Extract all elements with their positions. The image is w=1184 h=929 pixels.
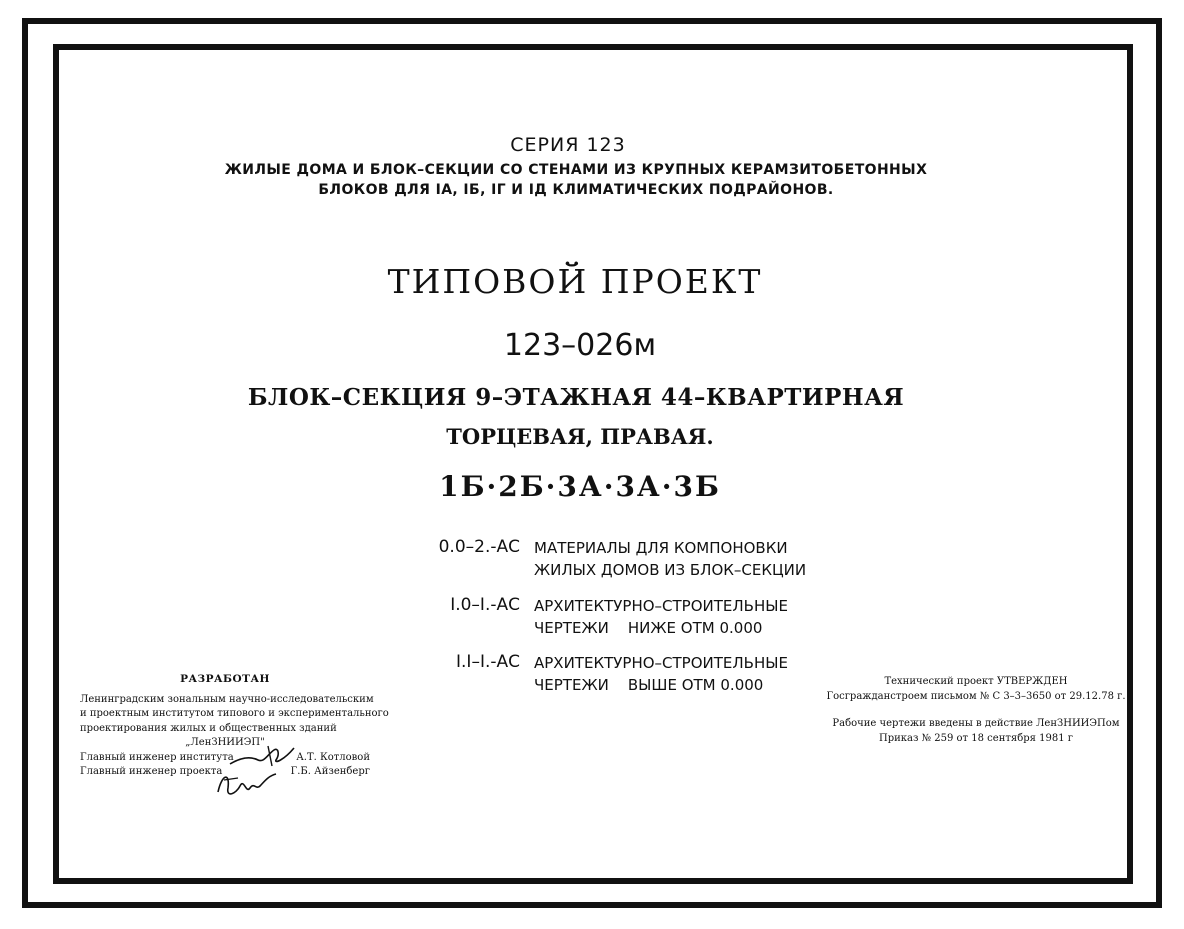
series-description-line1: ЖИЛЫЕ ДОМА И БЛОК–СЕКЦИИ СО СТЕНАМИ ИЗ КРУПНЫХ КЕРАМЗИТОБЕТОННЫХ [224,162,928,178]
approval-line1: Технический проект УТВЕРЖДЕН [884,676,1068,687]
album-description-line1: МАТЕРИАЛЫ ДЛЯ КОМПОНОВКИ [534,539,788,557]
chief-engineer-label: Главный инженер института [80,751,234,763]
section-title: БЛОК–СЕКЦИЯ 9–ЭТАЖНАЯ 44–КВАРТИРНАЯ [247,384,905,411]
developer-line2: и проектным институтом типового и экспериментального [80,708,389,719]
album-description [534,595,788,639]
album-description-line2: ЧЕРТЕЖИ ВЫШЕ ОТМ 0.000 [534,676,764,694]
series-title: СЕРИЯ 123 [510,134,626,156]
document-type-title: ТИПОВОЙ ПРОЕКТ [387,262,763,301]
album-description [534,652,788,696]
chief-engineer-name: А.Т. Котловой [296,751,370,763]
album-description-line2: ЧЕРТЕЖИ НИЖЕ ОТМ 0.000 [534,619,763,637]
developer-org: „ЛенЗНИИЭП" [185,737,265,748]
album-description-line1: АРХИТЕКТУРНО–СТРОИТЕЛЬНЫЕ [534,654,788,672]
album-description-line2: ЖИЛЫХ ДОМОВ ИЗ БЛОК–СЕКЦИИ [534,561,807,579]
developer-heading: РАЗРАБОТАН [180,673,270,685]
chief-engineer-row [80,751,370,766]
developer-block [80,672,389,780]
approval-block [826,674,1126,746]
apartment-types: 1Б·2Б·3А·3А·3Б [439,470,721,503]
project-engineer-label: Главный инженер проекта [80,766,223,777]
album-code: I.0–I.-АС [450,595,520,615]
series-description-line2: БЛОКОВ ДЛЯ IА, IБ, IГ И IД КЛИМАТИЧЕСКИХ ПОДРАЙОНОВ. [318,182,834,198]
developer-line1: Ленинградским зональным научно-исследовательским [80,693,374,705]
approval-line4: Приказ № 259 от 18 сентября 1981 г [879,733,1073,744]
album-description [534,537,806,581]
approval-line2: Госгражданстроем письмом № С 3–3–3650 от 29.12.78 г. [826,691,1126,702]
section-subtitle: ТОРЦЕВАЯ, ПРАВАЯ. [446,424,714,449]
album-code: I.I–I.-АС [456,652,520,672]
signature-project-engineer-icon [214,768,280,802]
album-code: 0.0–2.-АС [438,537,520,557]
album-description-line1: АРХИТЕКТУРНО–СТРОИТЕЛЬНЫЕ [534,597,788,615]
project-engineer-name: Г.Б. Айзенберг [290,766,370,777]
approval-line3: Рабочие чертежи введены в действие ЛенЗНИИЭПом [832,718,1120,729]
project-number: 123–026м [503,328,657,363]
developer-line3: проектирования жилых и общественных зданий [80,722,337,734]
